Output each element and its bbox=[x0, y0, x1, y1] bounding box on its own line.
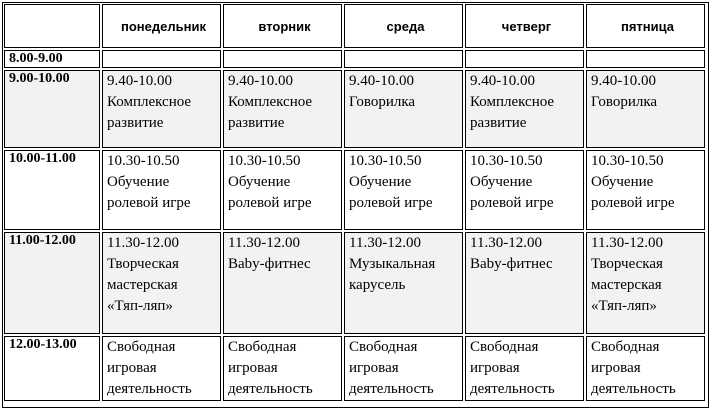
table-row bbox=[4, 150, 705, 230]
slot-time: 10.30-10.50 bbox=[107, 153, 180, 169]
activity-line: Свободная bbox=[591, 339, 660, 355]
slot-cell-monday bbox=[102, 336, 221, 401]
activity-line: «Тяп-ляп» bbox=[591, 298, 657, 314]
slot-cell-tuesday bbox=[223, 150, 342, 230]
activity-line: Комплексное bbox=[470, 94, 555, 110]
slot-cell-wednesday bbox=[344, 232, 463, 334]
slot-cell-wednesday bbox=[344, 50, 463, 68]
slot-cell-thursday bbox=[465, 150, 584, 230]
day-header-friday: пятница bbox=[586, 4, 705, 48]
activity-line: Комплексное bbox=[228, 94, 313, 110]
slot-time: 9.40-10.00 bbox=[228, 73, 293, 89]
slot-time: 9.40-10.00 bbox=[349, 73, 414, 89]
slot-cell-tuesday bbox=[223, 232, 342, 334]
table-row bbox=[4, 232, 705, 334]
time-slot-label: 11.00-12.00 bbox=[4, 232, 100, 334]
activity-line: Свободная bbox=[470, 339, 539, 355]
header-row bbox=[4, 4, 705, 48]
activity-line: игровая bbox=[107, 360, 157, 376]
activity-line: Baby-фитнес bbox=[228, 256, 311, 272]
time-slot-label: 10.00-11.00 bbox=[4, 150, 100, 230]
slot-cell-thursday bbox=[465, 70, 584, 148]
slot-cell-wednesday bbox=[344, 336, 463, 401]
slot-time: 11.30-12.00 bbox=[591, 235, 663, 251]
activity-line: Свободная bbox=[349, 339, 418, 355]
corner-cell bbox=[4, 4, 100, 48]
activity-line: Творческая bbox=[107, 256, 179, 272]
slot-cell-monday bbox=[102, 150, 221, 230]
time-slot-label: 9.00-10.00 bbox=[4, 70, 100, 148]
slot-time: 10.30-10.50 bbox=[228, 153, 301, 169]
slot-cell-friday bbox=[586, 150, 705, 230]
slot-cell-friday bbox=[586, 336, 705, 401]
activity-line: развитие bbox=[228, 115, 285, 131]
slot-cell-tuesday bbox=[223, 50, 342, 68]
slot-time: 9.40-10.00 bbox=[470, 73, 535, 89]
slot-cell-tuesday bbox=[223, 70, 342, 148]
slot-time: 9.40-10.00 bbox=[107, 73, 172, 89]
activity-line: карусель bbox=[349, 277, 406, 293]
slot-time: 11.30-12.00 bbox=[107, 235, 179, 251]
activity-line: Обучение bbox=[349, 174, 412, 190]
activity-line: ролевой игре bbox=[349, 195, 433, 211]
activity-line: ролевой игре bbox=[470, 195, 554, 211]
slot-time: 11.30-12.00 bbox=[470, 235, 542, 251]
activity-line: деятельность bbox=[470, 381, 555, 397]
activity-line: развитие bbox=[107, 115, 164, 131]
activity-line: Говорилка bbox=[591, 94, 658, 110]
activity-line: игровая bbox=[228, 360, 278, 376]
activity-line: Музыкальная bbox=[349, 256, 436, 272]
activity-line: игровая bbox=[591, 360, 641, 376]
slot-cell-wednesday bbox=[344, 150, 463, 230]
activity-line: деятельность bbox=[591, 381, 676, 397]
slot-cell-thursday bbox=[465, 336, 584, 401]
activity-line: ролевой игре bbox=[591, 195, 675, 211]
activity-line: «Тяп-ляп» bbox=[107, 298, 173, 314]
day-header-wednesday: среда bbox=[344, 4, 463, 48]
activity-line: игровая bbox=[470, 360, 520, 376]
activity-line: мастерская bbox=[591, 277, 662, 293]
activity-line: игровая bbox=[349, 360, 399, 376]
slot-cell-friday bbox=[586, 232, 705, 334]
slot-time: 11.30-12.00 bbox=[349, 235, 421, 251]
slot-time: 10.30-10.50 bbox=[591, 153, 664, 169]
activity-line: ролевой игре bbox=[107, 195, 191, 211]
activity-line: деятельность bbox=[349, 381, 434, 397]
activity-line: развитие bbox=[470, 115, 527, 131]
table-row bbox=[4, 336, 705, 401]
slot-cell-thursday bbox=[465, 232, 584, 334]
activity-line: Свободная bbox=[228, 339, 297, 355]
slot-cell-monday bbox=[102, 50, 221, 68]
activity-line: ролевой игре bbox=[228, 195, 312, 211]
time-slot-label: 8.00-9.00 bbox=[4, 50, 100, 68]
activity-line: Творческая bbox=[591, 256, 663, 272]
activity-line: мастерская bbox=[107, 277, 178, 293]
table-row bbox=[4, 70, 705, 148]
time-slot-label: 12.00-13.00 bbox=[4, 336, 100, 401]
activity-line: Обучение bbox=[107, 174, 170, 190]
activity-line: деятельность bbox=[107, 381, 192, 397]
schedule-table bbox=[2, 2, 707, 403]
day-header-thursday: четверг bbox=[465, 4, 584, 48]
day-header-monday: понедельник bbox=[102, 4, 221, 48]
activity-line: деятельность bbox=[228, 381, 313, 397]
slot-cell-friday bbox=[586, 50, 705, 68]
activity-line: Говорилка bbox=[349, 94, 416, 110]
activity-line: Обучение bbox=[228, 174, 291, 190]
activity-line: Комплексное bbox=[107, 94, 192, 110]
slot-time: 10.30-10.50 bbox=[470, 153, 543, 169]
slot-cell-monday bbox=[102, 232, 221, 334]
slot-time: 9.40-10.00 bbox=[591, 73, 656, 89]
day-header-tuesday: вторник bbox=[223, 4, 342, 48]
activity-line: Baby-фитнес bbox=[470, 256, 553, 272]
table-row bbox=[4, 50, 705, 68]
activity-line: Обучение bbox=[470, 174, 533, 190]
slot-cell-monday bbox=[102, 70, 221, 148]
slot-time: 11.30-12.00 bbox=[228, 235, 300, 251]
slot-cell-thursday bbox=[465, 50, 584, 68]
slot-time: 10.30-10.50 bbox=[349, 153, 422, 169]
slot-cell-friday bbox=[586, 70, 705, 148]
activity-line: Обучение bbox=[591, 174, 654, 190]
slot-cell-wednesday bbox=[344, 70, 463, 148]
activity-line: Свободная bbox=[107, 339, 176, 355]
slot-cell-tuesday bbox=[223, 336, 342, 401]
